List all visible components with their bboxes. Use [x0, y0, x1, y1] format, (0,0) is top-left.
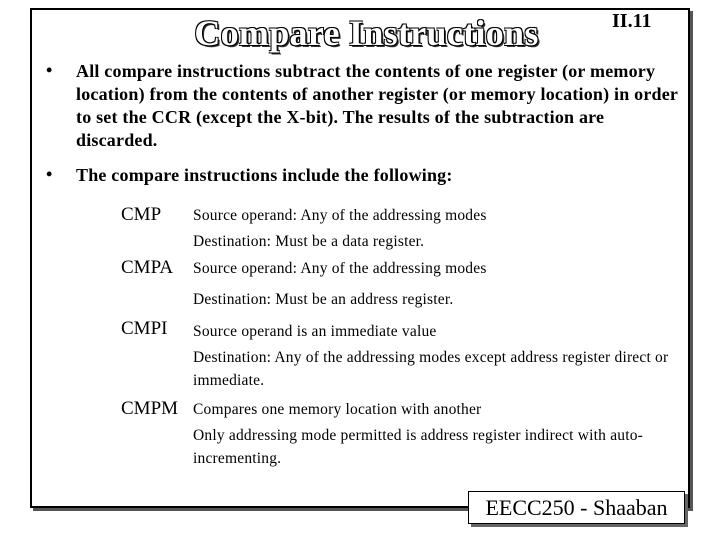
- slide-number: II.11: [612, 10, 652, 32]
- instruction-desc-line: Source operand is an immediate value: [193, 323, 437, 340]
- instruction-name-cmp: CMP: [121, 204, 162, 225]
- instruction-desc-line: Source operand: Any of the addressing modes: [193, 207, 487, 224]
- footer-label: EECC250 - Shaaban: [468, 491, 685, 524]
- instruction-name-cmpm: CMPM: [121, 398, 179, 419]
- bullet-text-intro: All compare instructions subtract the contents of one register (or memory location) from the contents of another register (or memory location) in order to set the CCR (except the X-bit). The results of the subtraction are discarded.: [76, 61, 678, 150]
- instruction-desc-line: Only addressing mode permitted is address register indirect with auto- incrementing.: [193, 427, 644, 467]
- instruction-desc-line: Destination: Any of the addressing modes except address register direct or immediate.: [193, 349, 669, 389]
- instruction-desc-line: Compares one memory location with another: [193, 401, 482, 418]
- instruction-desc-line: Destination: Must be a data register.: [193, 233, 425, 250]
- bullet-marker: •: [46, 164, 53, 184]
- instruction-desc-line: Destination: Must be an address register.: [193, 291, 454, 308]
- instruction-desc-line: Source operand: Any of the addressing modes: [193, 260, 487, 277]
- instruction-name-cmpa: CMPA: [121, 257, 174, 278]
- instruction-name-cmpi: CMPI: [121, 318, 168, 339]
- bullet-marker: •: [46, 60, 53, 80]
- bullet-text-list: The compare instructions include the following:: [76, 165, 453, 185]
- slide-title: Compare Instructions: [194, 13, 539, 53]
